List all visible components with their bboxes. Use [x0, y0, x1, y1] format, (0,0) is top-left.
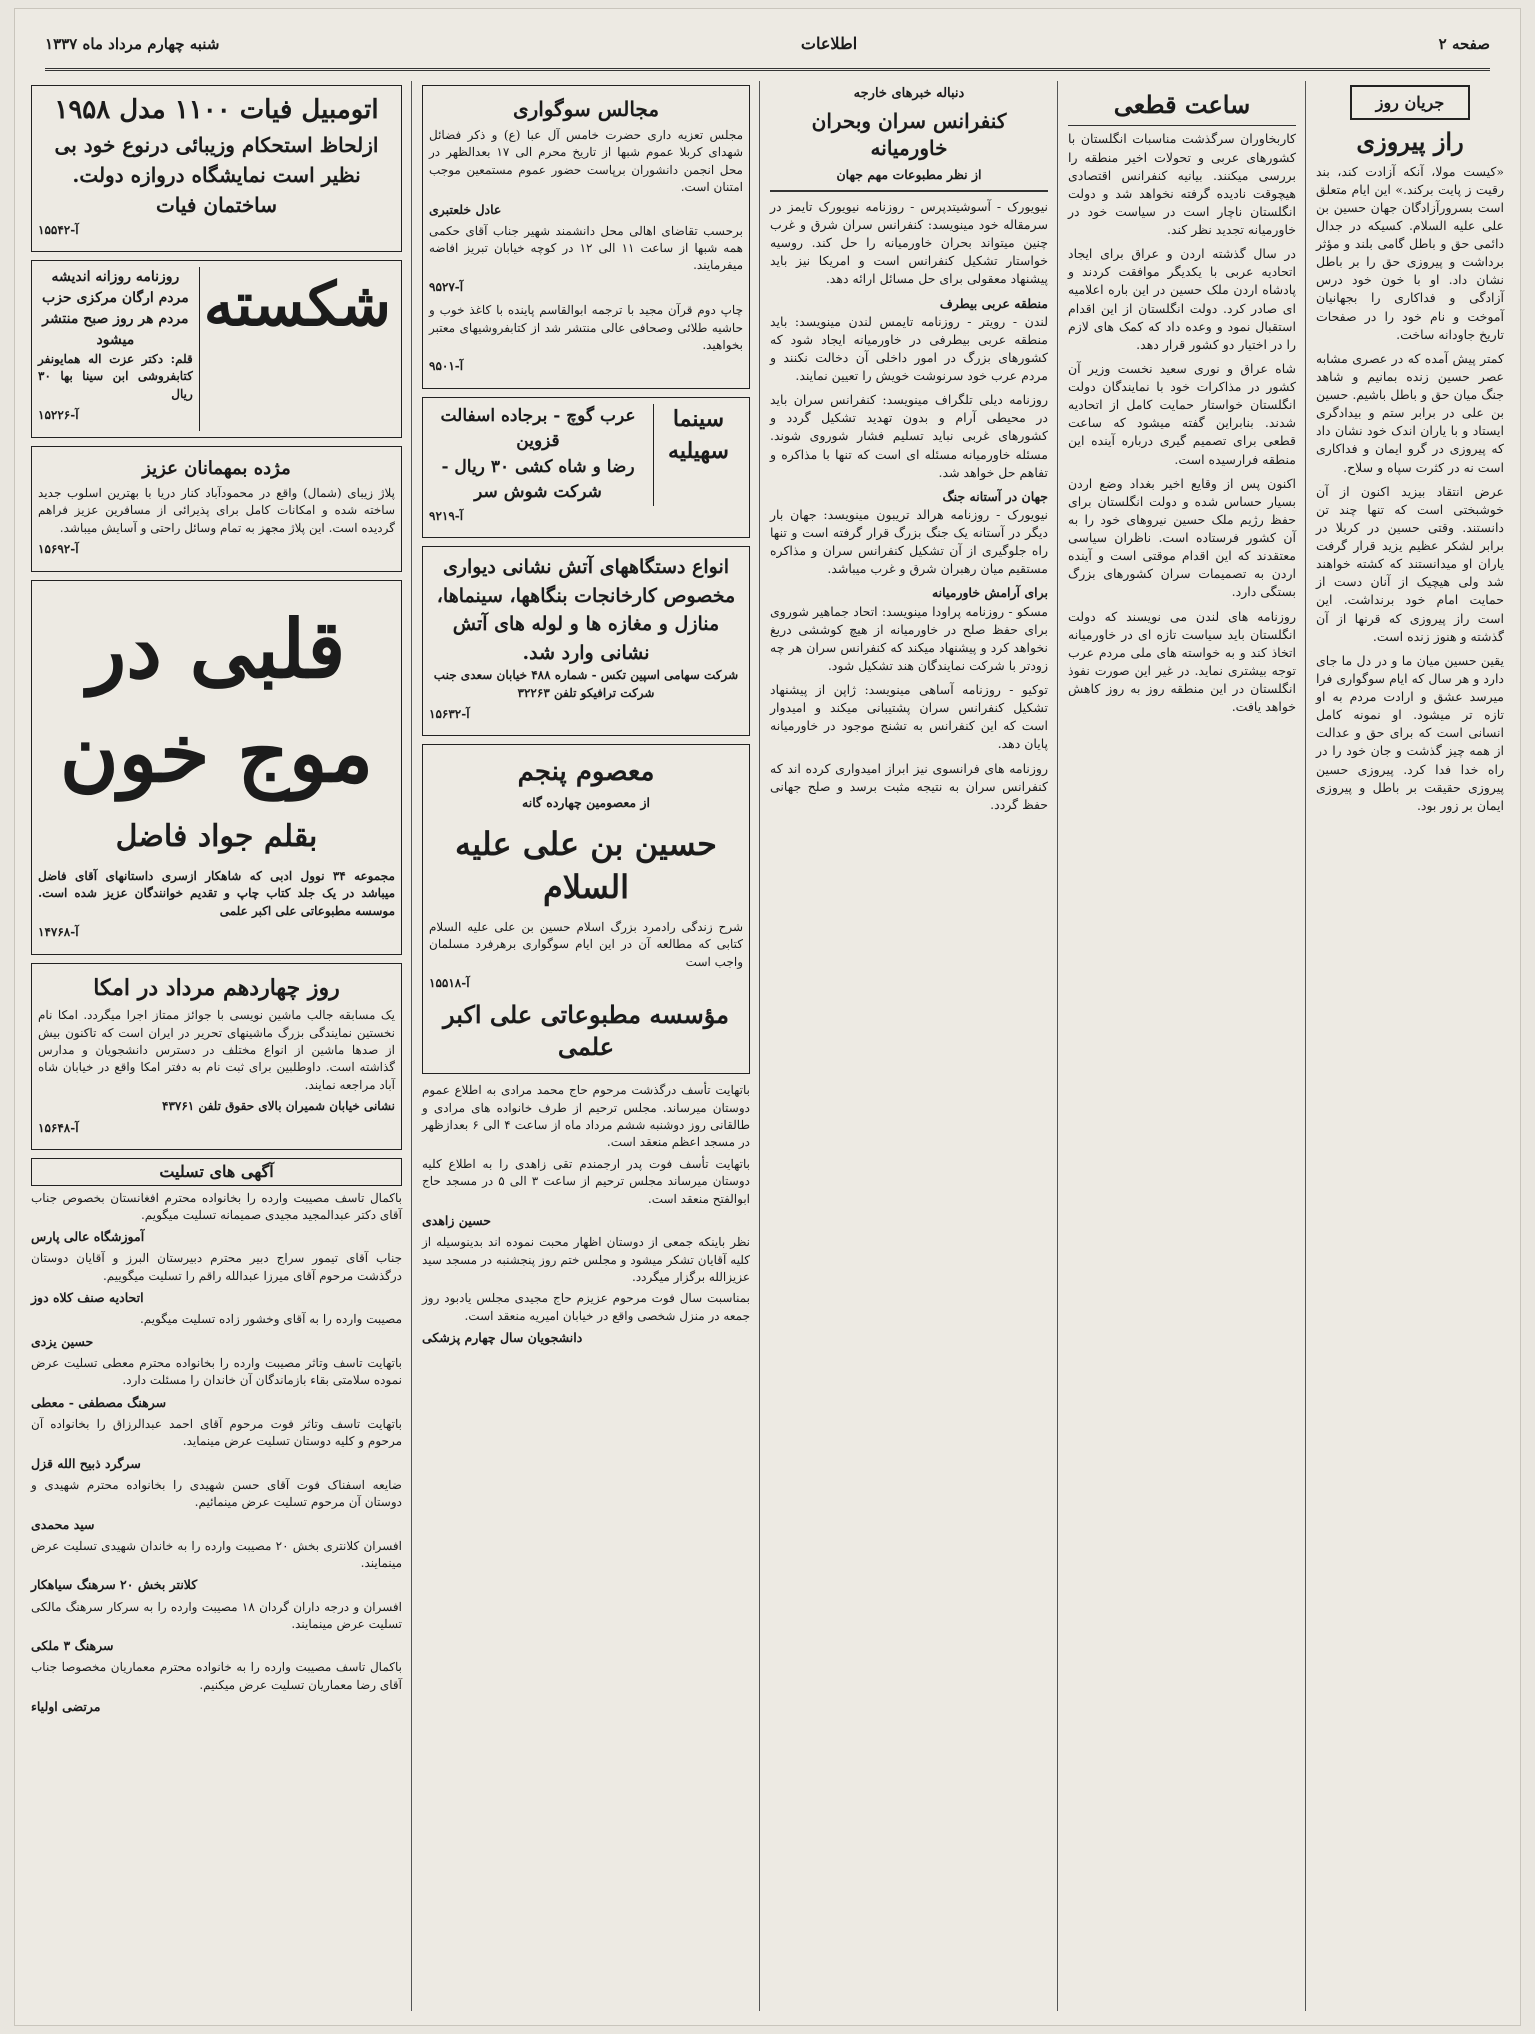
- article-paragraph: روزنامه های فرانسوی نیز ابراز امیدواری کرده اند که کنفرانس سران به نتیجه مثبت برسد و صلح جهانی حفظ گردد.: [770, 760, 1048, 812]
- column-raz-piroozi: [1310, 81, 1510, 2011]
- article-paragraph: کاربخاوران سرگذشت مناسبات انگلستان با کشورهای عربی و تحولات اخیر منطقه را بررسی میکنند. بیانیه کنفرانس اقتصادی هیچوقت نادیده گرفته نخواهد شد و دولت انگلستان ناچار است در سیاست خود در خاورمیانه تجدید نظر کند.: [1068, 131, 1296, 238]
- article-paragraph: نیویورک - آسوشیتدپرس - روزنامه نیویورک تایمز در سرمقاله خود مینویسد: کنفرانس سران شرق و غرب چنین میتواند بحران خاورمیانه را حل کند. روسیه خواستار تشکیل کنفرانس است و امریکا نیز باید پیشنهاد معقولی برای حل مسائل ارائه دهد.: [770, 198, 1048, 287]
- ad-code: آ-۹۵۰۱: [429, 359, 464, 374]
- notice-signature: مرتضی اولیاء: [31, 1699, 101, 1715]
- article-paragraph: روزنامه های لندن می نویسند که دولت انگلستان باید سیاست تازه ای در خاورمیانه اتخاذ کند و به خواسته های ملی مردم عرب توجه بیشتری نماید. در غیر این صورت نفوذ انگلستان در این منطقه روز به روز کاهش خواهد یافت.: [1068, 608, 1296, 715]
- article-paragraph: نیویورک - روزنامه هرالد تریبون مینویسد: جهان بار دیگر در آستانه یک جنگ بزرگ قرار گرفته است و تنها راه جلوگیری از آن تشکیل کنفرانس سران و مذاکره مستقیم میان رهبران شرق و غرب میباشد.: [770, 506, 1048, 577]
- book-publisher: مؤسسه مطبوعاتی علی اکبر علمی: [442, 999, 730, 1061]
- page-number: صفحه ۲: [1438, 34, 1490, 53]
- notice-signature: عادل خلعتبری: [429, 201, 502, 217]
- ad-text: یک مسابقه جالب ماشین نویسی با جوائز ممتاز اجرا میگردد. امکا نام نخستین نمایندگی بزرگ ماشینهای تحریر در ایران است که تاکنون بیش از صدها ماشین از انواع مختلف در دسترس دانشجویان و مدارس گذاشته است. داوطلبین برای ثبت نام به دفتر امکا واقع در خیابان شاه آباد مراجعه نمایند.: [38, 1008, 395, 1092]
- article-paragraph: توکیو - روزنامه آساهی مینویسد: ژاپن از پیشنهاد تشکیل کنفرانس سران پشتیبانی میکند و امیدوار است که این کنفرانس به تشنج موجود در خاورمیانه پایان دهد.: [770, 682, 1048, 752]
- cinema-name: سینما سهیلیه: [653, 404, 743, 506]
- article-paragraph: عرض انتقاد بیزید اکنون از آن خوشبختی است که تنها چند تن دانستند. وقتی حسین در کربلا در برابر لشکر عظیم یزید قرار گرفت یاران او میدانستند که کشته خواهند شد ولی هیچیک از آنان دست از حمایت امام خود برنداشت. این است راز پیروزی که قرنها از آن گذشته و هنوز زنده است.: [1316, 483, 1504, 644]
- ad-code: آ-۱۵۶۳۲: [429, 706, 470, 721]
- notice-text: مجلس تعزیه داری حضرت خامس آل عبا (ع) و ذکر فضائل شهدای کربلا عموم شبها از تاریخ محرم الی ۱۷ بعدالظهر در محل انجمن دانشوران برپاست حضور عموم مستمعین موجب امتنان است.: [429, 128, 743, 195]
- typing-contest-ad: [31, 963, 402, 1150]
- condolence-notice: باتهایت تأسف درگذشت مرحوم حاج محمد مرادی به اطلاع عموم دوستان میرساند. مجلس ترحیم از طرف خانواده های مرادی و طالقانی روز دوشنبه ششم مرداد ماه از ساعت ۴ الی ۶ بعدازظهر در مسجد اعظم منعقد است.: [422, 1083, 751, 1150]
- subheading: منطقه عربی بیطرف: [939, 295, 1048, 311]
- condolence-notice: افسران کلانتری بخش ۲۰ مصیبت وارده را به خاندان شهیدی تسلیت عرض مینمایند.: [31, 1538, 402, 1571]
- condolence-notice: باتهایت تأسف فوت پدر ارجمندم تقی زاهدی را به اطلاع کلیه دوستان میرساند مجلس ترحیم از ساعت ۳ الی ۵ در مسجد حاج ابوالفتح منعقد است.: [422, 1156, 751, 1206]
- notice-signature: کلانتر بخش ۲۰ سرهنگ سیاهکار: [31, 1577, 198, 1593]
- condolence-notice: نظر باینکه جمعی از دوستان اظهار محبت نموده اند بدینوسیله از کلیه آقایان تشکر میشود و مجلس ختم روز پنجشنبه در مسجد سید عزیزالله برگزار میگردد.: [422, 1235, 750, 1284]
- ad-code: آ-۱۵۵۴۲: [38, 222, 79, 237]
- fiat-text: ازلحاظ استحکام وزیبائی درنوع خود بی نظیر است نمایشگاه دروازه دولت. ساختمان فیات: [54, 132, 379, 217]
- notice-signature: اتحادیه صنف کلاه دوز: [31, 1290, 144, 1306]
- column-ads-center: [416, 81, 756, 2011]
- box-title: مجالس سوگواری: [512, 97, 660, 121]
- article-paragraph: شاه عراق و نوری سعید نخست وزیر آن کشور در مذاکرات خود با نمایندگان دولت انگلستان خواستار حمایت کامل از اتحادیه شدند. بنابراین گفته میشود که ساعت قطعی برای تصمیم گیری درباره آینده این منطقه فرارسیده است.: [1068, 360, 1296, 467]
- ad-company: شرکت سهامی اسپین تکس - شماره ۴۸۸ خیابان سعدی جنب شرکت ترافیکو تلفن ۳۲۲۶۳: [433, 668, 739, 700]
- page-header: [45, 19, 1490, 71]
- article-paragraph: «کیست مولا، آنکه آزادت کند، بند رقیت ز پایت برکند.» این ایام متعلق است بسرورآزادگان جهان حسین بن علی علیه السلام. کسیکه در جدال دائمی حق و باطل گامی بلند و مؤثر برداشت و پیروزی حق را بر باطل نشان داد. او با خون خود درس آزادگی و فداکاری را بجهانیان آموخت و نام خود را در صفحات تاریخ جاودانه ساخت.: [1316, 163, 1504, 342]
- paper-name: اطلاعات: [800, 34, 858, 53]
- divider: [770, 190, 1048, 192]
- notice-text: برحسب تقاضای اهالی محل دانشمند شهیر جناب آقای حکمی همه شبها از ساعت ۱۱ الی ۱۲ در کوچه خیابان تبریز افاضه میفرمایند.: [429, 223, 744, 273]
- jaryan-rooz-label: جریان روز: [1350, 85, 1470, 120]
- notice-signature: سرهنگ مصطفی - معطی: [31, 1394, 167, 1410]
- ad-code: آ-۱۵۲۲۶: [38, 408, 79, 423]
- article-paragraph: اکنون پس از وقایع اخیر بغداد وضع اردن بسیار حساس شده و دولت انگلستان برای حفظ رژیم ملک حسین نیروهای خود را به آن کشور فرستاده است. ناظران سیاسی معتقدند که این اقدام موقتی است و آینده اردن به تصمیمات سران کشورهای بزرگ بستگی دارد.: [1068, 475, 1296, 600]
- column-ads-left: [25, 81, 408, 2011]
- subheading: جهان در آستانه جنگ: [942, 488, 1048, 504]
- shekaste-info: قلم: دکتر عزت اله همایونفر کتابفروشی ابن سینا بها ۳۰ ریال: [38, 352, 193, 401]
- condolence-notice: ضایعه اسفناک فوت آقای حسن شهیدی را بخانواده محترم شهیدی و دوستان آن مرحوم تسلیت عرض مینمائیم.: [31, 1477, 402, 1510]
- ad-title: روز چهاردهم مرداد در امکا: [93, 974, 340, 1001]
- ad-code: آ-۱۵۶۴۸: [38, 1120, 79, 1135]
- cinema-ad: [422, 397, 750, 538]
- notice-text: چاپ دوم قرآن مجید با ترجمه ابوالقاسم پاینده با کاغذ خوب و حاشیه طلائی وصحافی عالی منتشر شد از کتابفروشیهای معتبر بخواهید.: [429, 303, 743, 353]
- article-title: راز پیروزی: [1356, 127, 1464, 157]
- article-paragraph: کمتر پیش آمده که در عصری مشابه عصر حسین زنده بمانیم و شاهد جنگ میان حق و باطل باشیم. حسین بن علی در برابر ستم و بیدادگری ایستاد و با یاران اندک خود نشان داد که پیروزی در گرو ایمان و فداکاری است نه در کثرت سپاه و سلاح.: [1316, 350, 1504, 475]
- condolence-notice: باتهایت تاسف وتاثر فوت مرحوم آقای احمد عبدالرزاق را بخانواده آن مرحوم و کلیه دوستان تسلیت عرض مینماید.: [31, 1416, 402, 1449]
- condolence-notice: باکمال تاسف مصیبت وارده را بخانواده محترم افغانستان بخصوص جناب آقای دکتر عبدالمجید مجیدی صمیمانه تسلیت میگویم.: [31, 1190, 402, 1222]
- ad-address: نشانی خیابان شمیران بالای حقوق تلفن ۴۳۷۶۱: [162, 1099, 395, 1114]
- subheading: برای آرامش خاورمیانه: [931, 585, 1048, 601]
- condolence-section-title: آگهی های تسلیت: [31, 1158, 402, 1186]
- article-subtitle: از نظر مطبوعات مهم جهان: [836, 166, 982, 182]
- condolence-notice: افسران و درجه داران گردان ۱۸ مصیبت وارده را به سرکار سرهنگ مالکی تسلیت عرض مینمایند.: [31, 1599, 403, 1631]
- ad-text: انواع دستگاههای آتش نشانی دیواری مخصوص کارخانجات بنگاهها، سینماها، منازل و مغازه ها و لوله های آتش نشانی وارد شد.: [436, 556, 736, 664]
- cinema-line: رضا و شاه کشی ۳۰ ریال - شرکت شوش سر: [441, 456, 635, 503]
- notice-signature: آموزشگاه عالی پارس: [31, 1229, 145, 1245]
- column-rule: [1057, 81, 1058, 2011]
- fiat-title: اتومبیل فیات ۱۱۰۰ مدل ۱۹۵۸: [54, 95, 379, 125]
- book-subtitle: از معصومین چهارده گانه: [522, 795, 650, 811]
- issue-date: شنبه چهارم مرداد ماه ۱۳۳۷: [45, 34, 220, 53]
- column-rule: [411, 81, 412, 2011]
- column-saat-ghatei: [1062, 81, 1302, 2011]
- notice-signature: سرگرد ذبیح الله قزل: [31, 1455, 141, 1471]
- section-kicker: دنباله خبرهای خارجه: [853, 86, 965, 101]
- article-title: ساعت قطعی: [1068, 89, 1296, 126]
- ad-code: آ-۱۵۶۹۲: [38, 542, 79, 557]
- column-summit-conference: [764, 81, 1054, 2011]
- novel-author: بقلم جواد فاضل: [115, 818, 318, 854]
- article-paragraph: لندن - رویتر - روزنامه تایمس لندن مینویسد: باید منطقه عربی بیطرفی در خاورمیانه ایجاد شود که کشورهای بزرگ در امور داخلی آن دخالت نکنند و مردم عرب خود سرنوشت خویش را تعیین نمایند.: [770, 313, 1048, 384]
- ad-title: مژده بمهمانان عزیز: [142, 457, 291, 479]
- fiat-ad: [31, 85, 402, 252]
- cinema-line: عرب گوچ - برجاده اسفالت قزوین: [440, 405, 636, 452]
- article-paragraph: یقین حسین میان ما و در دل ما جای دارد و هر سال که ایام سوگواری فرا میرسد عشق و ارادت مردم به او تازه تر میشود. او نمونه کامل انسانی است که برای حق و عدالت از همه چیز گذشت و جان خود را در راه خدا فدا کرد. پیروزی حسین پیروزی حقیقت بر باطل و پیروزی ایمان بر زور بود.: [1316, 652, 1504, 813]
- notice-signature: دانشجویان سال چهارم پزشکی: [422, 1330, 583, 1346]
- notice-signature: حسین زاهدی: [422, 1213, 491, 1229]
- condolence-notice: جناب آقای تیمور سراج دبیر محترم دبیرستان البرز و آقایان دوستان درگذشت مرحوم آقای میرزا عبدالله راقم را تسلیت میگوییم.: [31, 1251, 402, 1283]
- condolence-notice: مصیبت وارده را به آقای وخشور زاده تسلیت میگویم.: [139, 1312, 402, 1327]
- condolence-notice: باتهایت تاسف وتاثر مصیبت وارده را بخانواده محترم معطی تسلیت عرض نموده سلامتی بقاء بازماندگان آن خاندان را مسئلت دارد.: [31, 1355, 402, 1388]
- ad-code: آ-۹۵۲۷: [429, 279, 464, 294]
- newspaper-page: [14, 8, 1521, 2026]
- shekaste-info: روزنامه روزانه اندیشه مردم ارگان مرکزی حزب مردم هر روز صبح منتشر میشود: [42, 269, 189, 349]
- column-rule: [759, 81, 760, 2011]
- article-paragraph: روزنامه دیلی تلگراف مینویسد: کنفرانس سران باید در محیطی آرام و بدون تهدید تشکیل گردد و کشورهای غربی نباید تسلیم فشار شوروی شوند. مسئله خاورمیانه مسئله ای است که تنها با مذاکره و تفاهم حل خواهد شد.: [770, 392, 1048, 480]
- mourning-gatherings-box: [422, 85, 750, 389]
- ad-code: آ-۱۴۷۶۸: [38, 925, 79, 940]
- book-ad-hussein: [422, 744, 750, 1074]
- book-kicker: معصوم پنجم: [517, 757, 655, 788]
- condolence-notice: باکمال تاسف مصیبت وارده را به خانواده محترم معماریان مخصوصا جناب آقای رضا معماریان تسلیت عرض میکنیم.: [31, 1660, 402, 1692]
- book-description: شرح زندگی رادمرد بزرگ اسلام حسین بن علی علیه السلام کتابی که مطالعه آن در این ایام سوگواری برهرفرد مسلمان واجب است: [429, 919, 743, 969]
- shekaste-ad: [31, 260, 402, 438]
- ad-code: آ-۱۵۵۱۸: [429, 976, 470, 991]
- novel-description: مجموعه ۳۴ نوول ادبی که شاهکار ازسری داستانهای آقای فاضل میباشد در یک جلد کتاب چاپ و تقدیم خوانندگان عزیز شده است. موسسه مطبوعاتی علی اکبر علمی: [38, 869, 395, 918]
- article-paragraph: مسکو - روزنامه پراودا مینویسد: اتحاد جماهیر شوروی برای حفظ صلح در خاورمیانه از هیچ کوششی دریغ نخواهد کرد و پیشنهاد میکند که کنفرانس سران هر چه زودتر با شرکت نمایندگان هند تشکیل شود.: [770, 603, 1048, 673]
- notice-signature: سرهنگ ۳ ملکی: [31, 1638, 114, 1654]
- shekaste-logo: شکسته: [199, 267, 395, 431]
- novel-ad: [31, 580, 402, 955]
- column-rule: [1305, 81, 1306, 2011]
- article-paragraph: در سال گذشته اردن و عراق برای ایجاد اتحادیه عربی با یکدیگر موافقت کردند و پادشاه اردن ملک حسین در این باره اعلامیه ای صادر کرد. دولت انگلستان از این اقدام استقبال نمود و وعده داد که کمک های لازم را در اختیار دو کشور قرار دهد.: [1068, 246, 1296, 352]
- beach-news-ad: [31, 446, 402, 572]
- fire-equipment-ad: [422, 546, 750, 736]
- notice-signature: حسین یزدی: [31, 1333, 94, 1349]
- book-title: حسین بن علی علیه السلام: [455, 824, 717, 906]
- ad-text: پلاژ زیبای (شمال) واقع در محمودآباد کنار دریا با بهترین اسلوب جدید ساخته شده و امکانات کامل برای پذیرائی از مسافرین عزیز فراهم گردیده است. این پلاژ مجهز به تمام وسائل راحتی و آسایش میباشد.: [38, 485, 395, 535]
- notice-signature: سید محمدی: [31, 1516, 95, 1532]
- ad-code: آ-۹۲۱۹: [429, 508, 464, 523]
- novel-title: قلبی در موج خون: [59, 601, 374, 800]
- condolence-notice: بمناسبت سال فوت مرحوم عزیزم حاج مجیدی مجلس یادبود روز جمعه در منزل شخصی واقع در خیابان امیریه منعقد است.: [422, 1291, 750, 1323]
- article-title: کنفرانس سران وبحران خاورمیانه: [811, 108, 1007, 160]
